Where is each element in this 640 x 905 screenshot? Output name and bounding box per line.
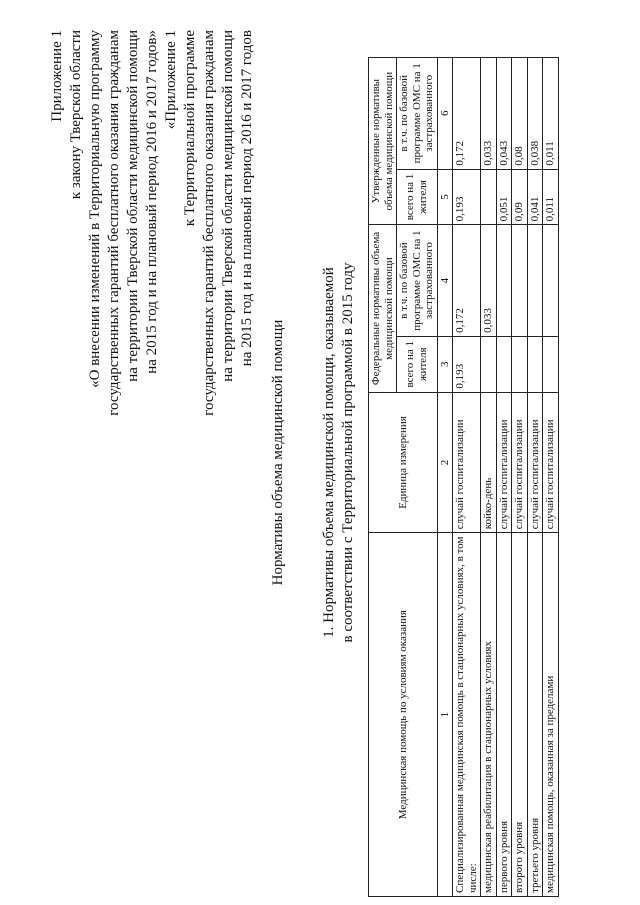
row-approved-total <box>481 169 497 225</box>
document-title: Нормативы объема медицинской помощи <box>270 319 286 586</box>
row-approved-total: 0,051 <box>496 169 512 225</box>
row-unit: койко-день <box>481 392 497 533</box>
column-number: 4 <box>437 225 453 337</box>
row-unit: случай госпитализации <box>496 392 512 533</box>
header-line: «О внесении изменений в Территориальную программу <box>87 30 103 388</box>
header-row <box>369 58 397 897</box>
row-federal-total <box>543 336 559 392</box>
header-line: на 2015 год и на плановый период 2016 и 2017 годов <box>239 30 255 367</box>
table-row <box>496 58 512 897</box>
col-header-approved: Утвержденные нормативы объема медицинской помощи <box>369 58 397 225</box>
header-line: на 2015 год и на плановый период 2016 и 2017 годов» <box>144 30 160 374</box>
norms-table-wrap <box>368 57 559 897</box>
header-line: государственных гарантий бесплатного оказания гражданам <box>106 30 122 416</box>
row-condition: второго уровня <box>512 533 528 897</box>
header-line: «Приложение 1 <box>163 30 179 130</box>
column-number: 1 <box>437 533 453 897</box>
header-line: Приложение 1 <box>49 30 65 122</box>
col-header-federal-total: всего на 1 жителя <box>397 336 438 392</box>
row-federal-oms <box>527 225 543 337</box>
row-approved-oms: 0,033 <box>481 58 497 170</box>
row-federal-oms <box>543 225 559 337</box>
col-header-unit: Единица измерения <box>369 392 438 533</box>
section-title-line: 1. Нормативы объема медицинской помощи, оказываемой <box>321 267 337 638</box>
header-line: к Территориальной программе <box>182 30 198 227</box>
row-approved-total: 0,193 <box>453 169 481 225</box>
row-approved-total: 0,09 <box>512 169 528 225</box>
row-approved-total: 0,011 <box>543 169 559 225</box>
col-header-federal-oms: в т.ч. по базовой программе ОМС на 1 застрахованного <box>397 225 438 337</box>
norms-table <box>368 57 559 897</box>
col-header-condition: Медицинская помощь по условиям оказания <box>369 533 438 897</box>
col-header-federal: Федеральные нормативы объема медицинской помощи <box>369 225 397 392</box>
header-line: государственных гарантий бесплатного оказания гражданам <box>201 30 217 416</box>
row-federal-total <box>496 336 512 392</box>
row-approved-oms: 0,043 <box>496 58 512 170</box>
column-number: 2 <box>437 392 453 533</box>
table-row <box>543 58 559 897</box>
column-number: 6 <box>437 58 453 170</box>
header-line: на территории Тверской области медицинской помощи <box>125 30 141 382</box>
row-federal-total: 0,193 <box>453 336 481 392</box>
row-approved-oms: 0,011 <box>543 58 559 170</box>
row-approved-oms: 0,172 <box>453 58 481 170</box>
table-row <box>453 58 481 897</box>
col-header-approved-oms: в т.ч. по базовой программе ОМС на 1 застрахованного <box>397 58 438 170</box>
row-federal-total <box>481 336 497 392</box>
row-condition: Специализированная медицинская помощь в стационарных условиях, в том числе: <box>453 533 481 897</box>
table-row <box>481 58 497 897</box>
column-number: 5 <box>437 169 453 225</box>
row-unit: случай госпитализации <box>543 392 559 533</box>
row-federal-total <box>512 336 528 392</box>
section-title-line: в соответствии с Территориальной программой в 2015 году <box>340 262 356 643</box>
table-row <box>512 58 528 897</box>
row-federal-oms: 0,033 <box>481 225 497 337</box>
row-condition: медицинская помощь, оказанная за пределами <box>543 533 559 897</box>
row-condition: медицинская реабилитация в стационарных условиях <box>481 533 497 897</box>
column-number: 3 <box>437 336 453 392</box>
column-number-row <box>437 58 453 897</box>
header-line: к закону Тверской области <box>68 30 84 200</box>
section-title <box>320 0 358 905</box>
header-line: на территории Тверской области медицинской помощи <box>220 30 236 382</box>
row-unit: случай госпитализации <box>512 392 528 533</box>
row-unit: случай госпитализации <box>527 392 543 533</box>
row-federal-oms <box>496 225 512 337</box>
row-condition: первого уровня <box>496 533 512 897</box>
row-federal-oms: 0,172 <box>453 225 481 337</box>
row-approved-total: 0,041 <box>527 169 543 225</box>
table-row <box>527 58 543 897</box>
row-federal-total <box>527 336 543 392</box>
appendix-header <box>48 30 257 550</box>
row-approved-oms: 0,08 <box>512 58 528 170</box>
row-approved-oms: 0,038 <box>527 58 543 170</box>
row-condition: третьего уровня <box>527 533 543 897</box>
row-federal-oms <box>512 225 528 337</box>
col-header-approved-total: всего на 1 жителя <box>397 169 438 225</box>
row-unit: случай госпитализации <box>453 392 481 533</box>
